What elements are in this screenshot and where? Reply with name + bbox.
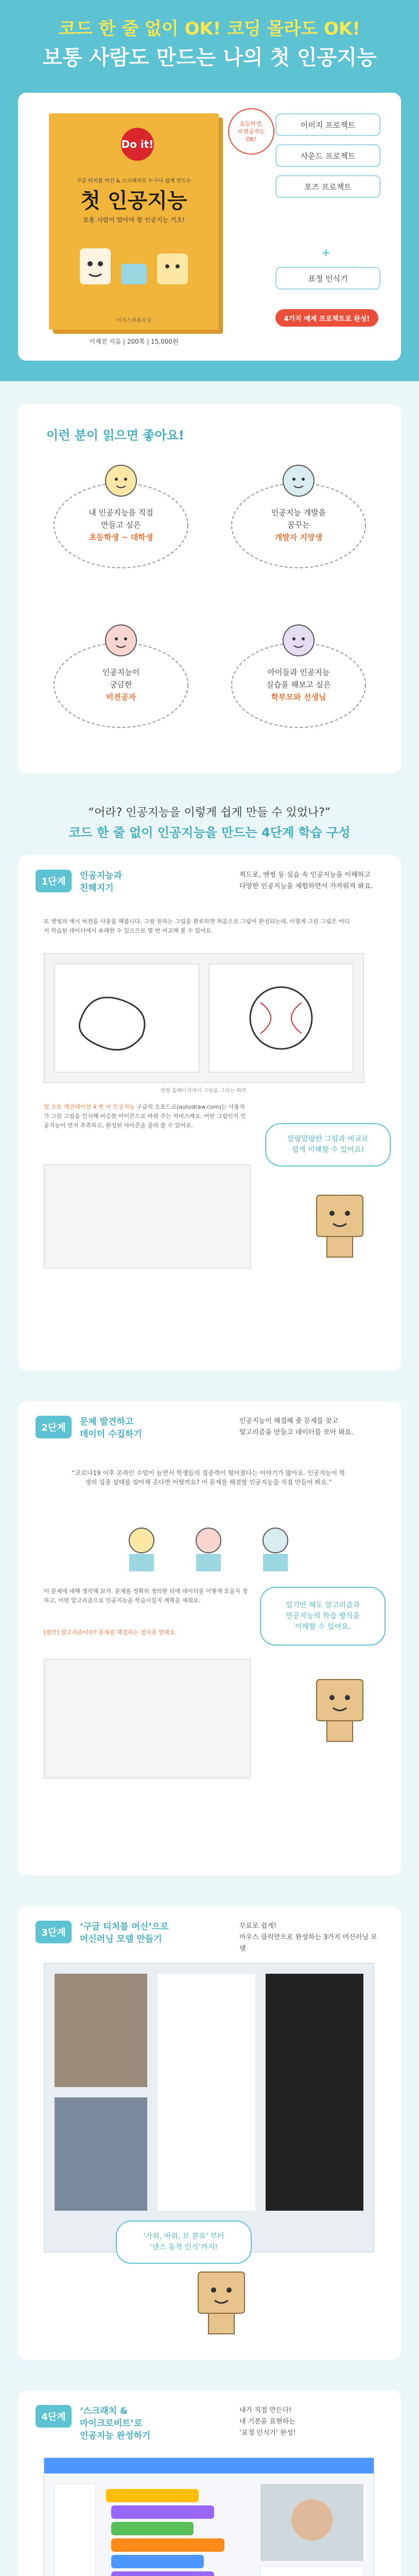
speech-bubble: ‘가위, 바위, 보 분류’ 부터 ‘댄스 동작 인식’까지! (116, 2221, 252, 2264)
learning-steps-section (0, 793, 419, 2576)
reader-target: 학부모와 선생님 (271, 692, 326, 702)
step-4-card (18, 2391, 401, 2576)
model-training-panel (158, 1974, 255, 2211)
step-title: ‘스크래치 & 마이크로비트’로 인공지능 완성하기 (80, 2406, 151, 2441)
step-badge: 4단계 (36, 2405, 72, 2428)
reader-developer: 인공지능 개발을 꿈꾸는 개발자 지망생 (224, 461, 373, 574)
hero-card (18, 93, 401, 361)
project-image[interactable]: 이미지 프로젝트 (275, 113, 380, 136)
box-mascot-icon (188, 2262, 255, 2349)
step-body-text: 또 엔씽의 예시 버전을 사용을 해봅니다. 그랑 원하는 그림을 완료하면 처음으로 그림이 완성되는데, 이렇게 그린 그림은 어디서 학습된 데이터에서 유래한 수 있으므로 몇 번 비교해 볼 수 있어요. (44, 918, 350, 934)
project-pose[interactable]: 포즈 프로젝트 (275, 175, 380, 198)
classroom-illustration (111, 1520, 306, 1577)
learn-title: 코드 한 줄 없이 인공지능을 만드는 4단계 학습 구성 (68, 825, 351, 840)
step-badge: 2단계 (36, 1416, 72, 1438)
book-subtitle: 구글 티처블 머신 & 스크래치로 누구나 쉽게 만드는 (76, 178, 191, 184)
scratch-blocks-illustration (44, 2458, 374, 2576)
beginner-stamp: 초등학생, 비전공자도 OK! (228, 108, 274, 155)
step-title: ‘구글 티처블 머신’으로 머신러닝 모델 만들기 (80, 1922, 169, 1944)
step-1-card (18, 855, 401, 1370)
step-badge: 1단계 (36, 870, 72, 892)
plus-icon: + (322, 246, 330, 259)
book-cover[interactable] (49, 113, 219, 330)
autodraw-screenshot (44, 1164, 251, 1268)
step-3-card (18, 1906, 401, 2360)
step-body-text-2: 및 오토 캐산레이션 4 번 이 인공지능 구글의 오토드로(autodraw.com)는 사용자가 그린 그림을 인식해 비슷한 아이콘으로 바꿔 주는 서비스예요. 어떤 그림인지 인공지능이 먼저 추측하고, 완성된 아이콘을 골라 쓸 수 있어요. (44, 1104, 246, 1129)
learn-question: “어라? 인공지능을 이렇게 쉽게 만들 수 있었나?” (88, 806, 331, 819)
box-mascot-icon (306, 1669, 373, 1757)
speech-bubble: 일기만 해도 알고리즘과 인공지능의 학습 방식을 이해할 수 있어요. (260, 1587, 386, 1646)
pose-preview-panel (266, 1974, 363, 2211)
algorithm-screenshot (44, 1659, 251, 1778)
step-body-text: 이 문제에 대해 생각해 보자. 문제를 정확히 정의한 뒤에 데이터를 어떻게 모을지 정하고, 어떤 알고리즘으로 인공지능을 학습시킬지 계획을 세워요. (44, 1588, 248, 1604)
project-expression[interactable]: 표정 인식기 (275, 267, 380, 290)
hero-headline-top: 코드 한 줄 없이 OK! 코딩 몰라도 OK! (59, 19, 360, 39)
teachable-machine-screenshot (44, 1963, 374, 2252)
book-tagline: 보통 사람이 알아야 할 인공지능 기초! (83, 216, 185, 224)
problem-quote: “코로나19 이후 온라인 수업이 늘면서 학생들의 집중력이 떨어졌다는 이야기가 많아요. 인공지능이 학생의 집중 상태를 알아채 준다면 어떨까요? 이 문제를 해결할 인공지능을 직접 만들어 봐요.” (72, 1469, 345, 1486)
drawing-illustration (44, 954, 363, 1082)
book-info: 이재진 지음 | 200쪽 | 15,000원 (89, 338, 179, 345)
drawing-screenshot (44, 953, 364, 1083)
hero-headline-main: 보통 사람도 만드는 나의 첫 인공지능 (42, 46, 377, 70)
reader-parents-teachers: 아이들과 인공지능 실습을 해보고 싶은 학부모와 선생님 (224, 621, 373, 734)
hero-section (0, 0, 419, 381)
reader-non-major: 인공지능이 궁금한 비전공자 (46, 621, 196, 734)
projects-note: 4가지 예제 프로젝트로 완성! (275, 309, 378, 327)
reader-student: 내 인공지능을 직접 만들고 싶은 초등학생 ~ 대학생 (46, 461, 196, 574)
scratch-screenshot (44, 2458, 374, 2576)
step-description: 퀵드로, 엔씽 등 실습 속 인공지능을 이해하고 다양한 인공지능을 체험하면서 가까워져 봐요. (239, 871, 373, 890)
webcam-pose-image (55, 2097, 147, 2211)
reader-target: 개발자 지망생 (274, 533, 323, 542)
cover-illustration (69, 233, 198, 310)
do-it-badge: Do it! (121, 128, 154, 161)
readers-section (0, 381, 419, 793)
step-description: 내가 직접 만든다! 내 기분을 표현하는 ‘표정 인식기’ 완성! (239, 2406, 296, 2437)
screenshot-caption: 엔씽 홈페이지에서 그림을 그리는 화면 (160, 1088, 247, 1094)
step-2-card (18, 1401, 401, 1875)
readers-card (18, 404, 401, 773)
speech-bubble: 말랑말랑한 그림과 비교로 쉽게 이해할 수 있어요! (265, 1123, 391, 1166)
reader-target: 비전공자 (106, 692, 136, 702)
webcam-hand-image (55, 1974, 147, 2087)
step-description: 무료로 쉽게! 마우스 클릭만으로 완성하는 3가지 머신러닝 모델 (239, 1922, 377, 1953)
readers-title: 이런 분이 읽으면 좋아요! (46, 428, 184, 443)
step-badge: 3단계 (36, 1921, 72, 1943)
book-publisher: 이지스퍼블리싱 (116, 318, 151, 324)
book-title: 첫 인공지능 (80, 189, 187, 213)
reader-target: 초등학생 ~ 대학생 (89, 533, 153, 542)
step-title: 인공지능과 친해지기 (80, 871, 123, 893)
step-description: 인공지능이 해결해 줄 문제를 찾고 알고리즘을 만들고 데이터를 모아 봐요. (239, 1417, 354, 1436)
box-mascot-icon (306, 1185, 373, 1273)
project-sound[interactable]: 사운드 프로젝트 (275, 144, 380, 167)
algorithm-note: [잠깐] 알고리즘이란? 문제를 해결하는 절차를 말해요. (44, 1629, 177, 1636)
step-title: 문제 발견하고 데이터 수집하기 (80, 1417, 142, 1439)
